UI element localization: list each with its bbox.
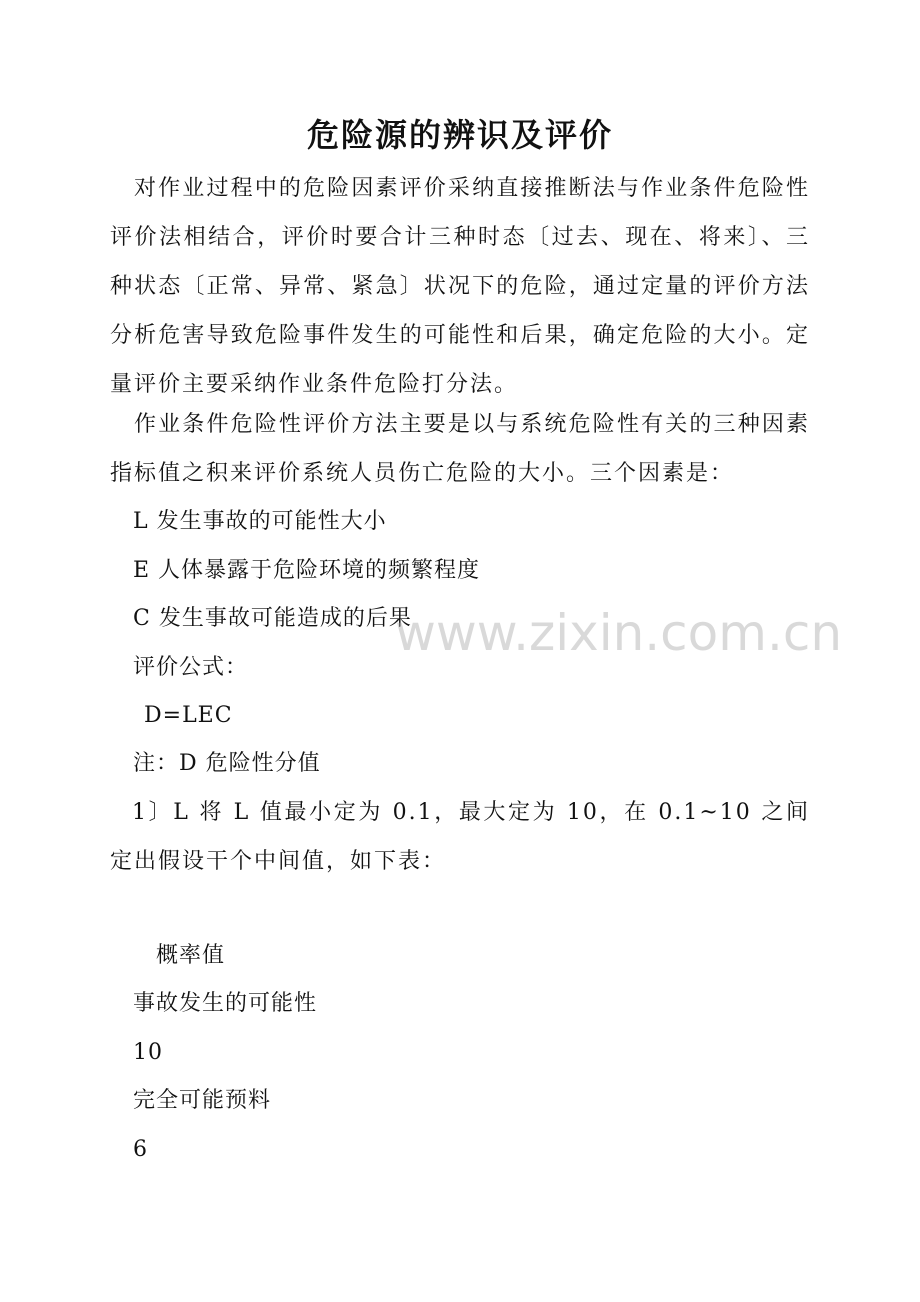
factor-e: E 人体暴露于危险环境的频繁程度 <box>133 558 481 583</box>
table-row-value: 10 <box>133 1040 163 1065</box>
formula: D=LEC <box>144 703 233 728</box>
note: 注：D 危险性分值 <box>133 751 321 776</box>
factor-c: C 发生事故可能造成的后果 <box>133 606 412 631</box>
table-row-value: 6 <box>133 1137 148 1162</box>
document-title: 危险源的辨识及评价 <box>306 116 613 154</box>
item-1: 1〕L 将 L 值最小定为 0.1，最大定为 10，在 0.1~10 之间定出假设干个中间值，如下表： <box>110 800 810 874</box>
table-row-desc: 完全可能预料 <box>133 1088 272 1113</box>
paragraph-intro: 对作业过程中的危险因素评价采纳直接推断法与作业条件危险性评价法相结合，评价时要合计三种时态〔过去、现在、将来〕、三种状态〔正常、异常、紧急〕状况下的危险，通过定量的评价方法分析危害导致危险事件发生的可能性和后果，确定危险的大小。定量评价主要采纳作业条件危险打分法。 <box>110 176 810 397</box>
table-header-value: 概率值 <box>156 943 226 968</box>
table-header-desc: 事故发生的可能性 <box>133 991 318 1016</box>
watermark: www.zixin.com.cn <box>395 604 843 662</box>
formula-label: 评价公式： <box>133 655 249 680</box>
factor-l: L 发生事故的可能性大小 <box>133 509 387 534</box>
paragraph-method: 作业条件危险性评价方法主要是以与系统危险性有关的三种因素指标值之积来评价系统人员伤亡危险的大小。三个因素是： <box>110 412 810 486</box>
